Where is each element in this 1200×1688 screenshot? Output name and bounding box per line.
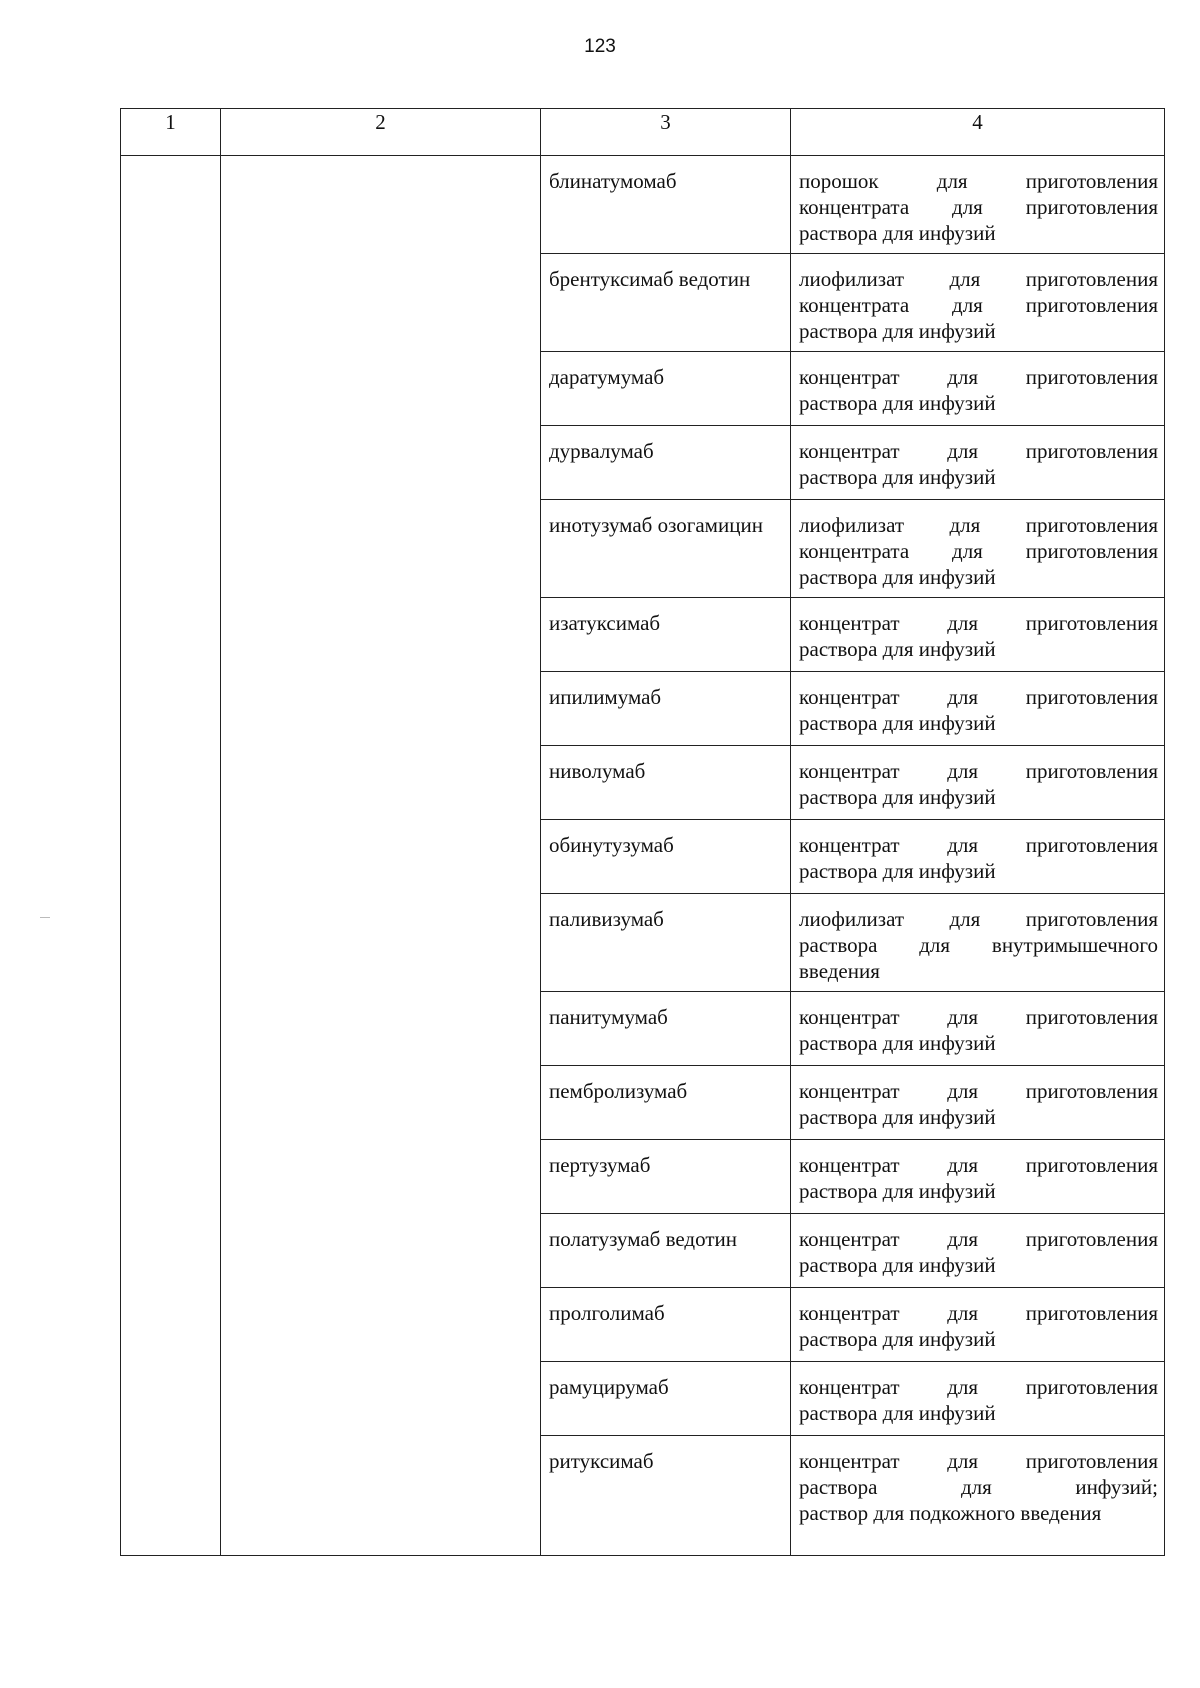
drug-name: полатузумаб ведотин (541, 1214, 791, 1288)
drug-name: ипилимумаб (541, 672, 791, 746)
dosage-form-line: раствора для инфузий (799, 465, 996, 489)
dosage-form-line: раствора для инфузий (799, 1401, 996, 1425)
dosage-form (791, 820, 1165, 894)
dosage-form (791, 1436, 1165, 1556)
dosage-form-line: раствора для инфузий (799, 391, 996, 415)
drug-name: рамуцирумаб (541, 1362, 791, 1436)
dosage-form-line: концентрат для приготовления (799, 759, 1158, 783)
dosage-form-line: раствора для инфузий (799, 1105, 996, 1129)
dosage-form (791, 500, 1165, 598)
dosage-form-line: концентрат для приготовления (799, 833, 1158, 857)
dosage-form-line: концентрат для приготовления (799, 1449, 1158, 1473)
col-1-cell (121, 156, 221, 1556)
dosage-form-line: концентрата для приготовления (799, 293, 1158, 317)
drug-name: пролголимаб (541, 1288, 791, 1362)
dosage-form-line: концентрат для приготовления (799, 685, 1158, 709)
dosage-form (791, 598, 1165, 672)
table-body (121, 156, 1165, 1556)
dosage-form-line: раствора для инфузий; (799, 1475, 1158, 1499)
dosage-form-line: концентрат для приготовления (799, 365, 1158, 389)
dosage-form-line: лиофилизат для приготовления (799, 267, 1158, 291)
dosage-form-line: концентрат для приготовления (799, 1153, 1158, 1177)
dosage-form-line: раствора для инфузий (799, 1031, 996, 1055)
dosage-form-line: раствор для подкожного введения (799, 1501, 1102, 1525)
dosage-form-line: раствора для инфузий (799, 319, 996, 343)
dosage-form-line: концентрат для приготовления (799, 1375, 1158, 1399)
drug-name: блинатумомаб (541, 156, 791, 254)
dosage-form (791, 156, 1165, 254)
dosage-form (791, 1066, 1165, 1140)
header-col-4: 4 (791, 109, 1165, 156)
dosage-form (791, 1140, 1165, 1214)
drug-name: пертузумаб (541, 1140, 791, 1214)
dosage-form-line: раствора для инфузий (799, 859, 996, 883)
dosage-form (791, 352, 1165, 426)
drug-name: даратумумаб (541, 352, 791, 426)
dosage-form-line: раствора для инфузий (799, 221, 996, 245)
drug-name: ниволумаб (541, 746, 791, 820)
dosage-form-line: раствора для внутримышечного (799, 933, 1158, 957)
dosage-form (791, 894, 1165, 992)
dosage-form (791, 1288, 1165, 1362)
drug-name: дурвалумаб (541, 426, 791, 500)
dosage-form (791, 1362, 1165, 1436)
dosage-form-line: лиофилизат для приготовления (799, 907, 1158, 931)
header-col-2: 2 (221, 109, 541, 156)
dosage-form-line: концентрат для приготовления (799, 611, 1158, 635)
dosage-form-line: раствора для инфузий (799, 711, 996, 735)
dosage-form-line: раствора для инфузий (799, 565, 996, 589)
dosage-form-line: раствора для инфузий (799, 1253, 996, 1277)
drug-name: обинутузумаб (541, 820, 791, 894)
dosage-form-line: раствора для инфузий (799, 1179, 996, 1203)
dosage-form-line: введения (799, 959, 880, 983)
drug-name: инотузумаб озогамицин (541, 500, 791, 598)
dosage-form-line: концентрат для приготовления (799, 1301, 1158, 1325)
dosage-form (791, 1214, 1165, 1288)
drug-name: брентуксимаб ведотин (541, 254, 791, 352)
table-row (121, 156, 1165, 254)
drug-name: паливизумаб (541, 894, 791, 992)
drug-name: панитумумаб (541, 992, 791, 1066)
dosage-form-line: концентрат для приготовления (799, 439, 1158, 463)
dosage-form-line: концентрата для приготовления (799, 539, 1158, 563)
dosage-form-line: порошок для приготовления (799, 169, 1158, 193)
dosage-form-line: раствора для инфузий (799, 637, 996, 661)
dosage-form (791, 426, 1165, 500)
drug-table (120, 108, 1165, 1556)
dosage-form (791, 992, 1165, 1066)
header-row (121, 109, 1165, 156)
drug-name: ритуксимаб (541, 1436, 791, 1556)
drug-name: изатуксимаб (541, 598, 791, 672)
header-col-1: 1 (121, 109, 221, 156)
dosage-form-line: концентрата для приготовления (799, 195, 1158, 219)
dosage-form-line: лиофилизат для приготовления (799, 513, 1158, 537)
dosage-form (791, 672, 1165, 746)
dosage-form (791, 746, 1165, 820)
dosage-form-line: концентрат для приготовления (799, 1227, 1158, 1251)
header-col-3: 3 (541, 109, 791, 156)
col-2-cell (221, 156, 541, 1556)
drug-name: пембролизумаб (541, 1066, 791, 1140)
dosage-form-line: концентрат для приготовления (799, 1005, 1158, 1029)
dosage-form-line: раствора для инфузий (799, 1327, 996, 1351)
dosage-form-line: концентрат для приготовления (799, 1079, 1158, 1103)
dosage-form (791, 254, 1165, 352)
page-number: 123 (584, 36, 616, 57)
dosage-form-line: раствора для инфузий (799, 785, 996, 809)
margin-mark (40, 917, 50, 918)
